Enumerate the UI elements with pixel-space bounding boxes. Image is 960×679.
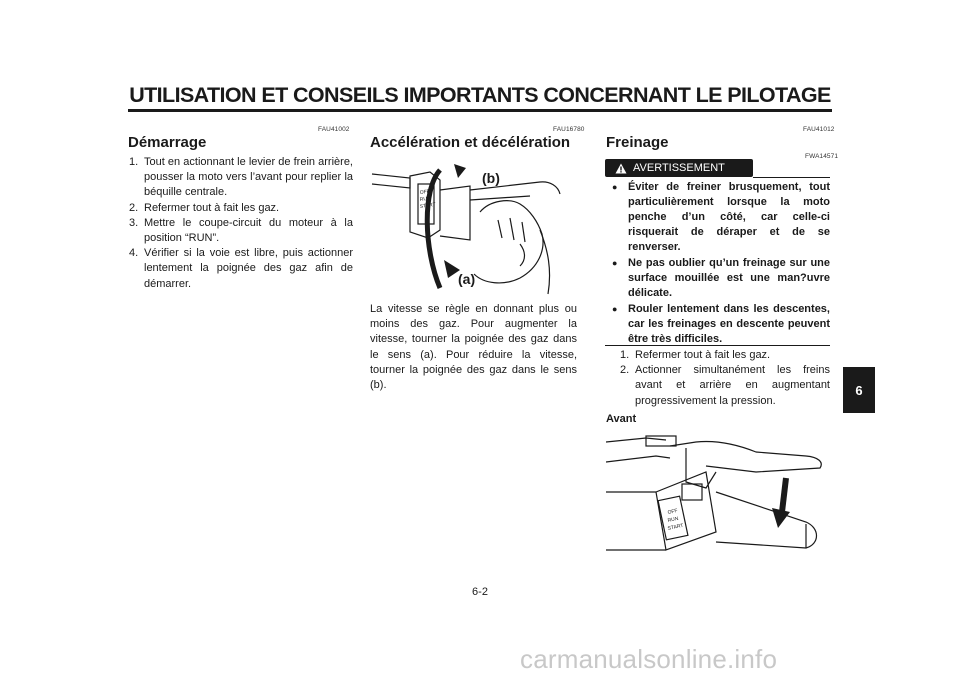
section-code-demarrage: FAU41002: [318, 126, 350, 133]
watermark: carmanualsonline.info: [520, 644, 778, 674]
step-item: 1. Tout en actionnant le levier de frein arrière, pousser la moto vers l’avant pour replier la béquille centrale.: [129, 156, 353, 199]
header-rule: [128, 109, 832, 112]
page-number: 6-2: [472, 586, 488, 598]
warning-label: AVERTISSEMENT: [633, 162, 725, 174]
figure-label-b: (b): [482, 170, 500, 186]
step-item: 3. Mettre le coupe-circuit du moteur à la position “RUN”.: [129, 216, 353, 245]
warning-bullets: [612, 180, 830, 348]
switch-label-off: OFF: [419, 188, 431, 196]
section-title-demarrage: Démarrage: [128, 134, 207, 151]
step-item: 2. Refermer tout à fait les gaz.: [129, 201, 280, 214]
step-item: 1. Refermer tout à fait les gaz.: [620, 349, 771, 361]
switch-label-run: RUN: [419, 195, 432, 203]
warning-bottom-rule: [605, 345, 830, 346]
demarrage-steps: [129, 155, 353, 292]
warning-bullet-item: ● Ne pas oublier qu’un freinage sur une surface mouillée est une man?uvre délicate.: [612, 257, 830, 299]
section-tab: 6: [843, 367, 875, 413]
step-item: 2. Actionner simultanément les freins avant et arrière en augmentant progressivement la pression.: [620, 364, 830, 407]
warning-bullet-item: ● Rouler lentement dans les descentes, car les freinages en descente peuvent être très difficiles.: [612, 303, 830, 345]
freinage-steps: [620, 348, 830, 409]
acceleration-paragraph: La vitesse se règle en donnant plus ou moins des gaz. Pour augmenter la vitesse, tourner la poignée des gaz dans le sens (a). Pour réduire la vitesse, tourner la poignée des gaz dans le sens (b).: [370, 303, 577, 392]
switch-label-start: START: [667, 522, 685, 532]
warning-bullet-item: ● Éviter de freiner brusquement, tout particulièrement lorsque la moto penche d’un côté, car celle-ci risquerait de déraper et de se renverser.: [612, 181, 830, 253]
switch-label-start: START: [419, 201, 437, 210]
page-header: UTILISATION ET CONSEILS IMPORTANTS CONCERNANT LE PILOTAGE: [129, 83, 831, 107]
switch-label-off: OFF: [667, 508, 679, 516]
switch-label-run: RUN: [667, 515, 680, 524]
figure-label-a: (a): [458, 271, 476, 287]
step-item: 4. Vérifier si la voie est libre, puis actionner lentement la poignée des gaz afin de démarrer.: [129, 247, 353, 290]
warning-triangle-icon: [615, 163, 627, 174]
section-code-acceleration: FAU16780: [553, 126, 585, 133]
throttle-illustration: [370, 160, 580, 300]
warning-badge: [605, 159, 753, 177]
front-brake-illustration: [606, 432, 832, 558]
warning-code: FWA14571: [805, 153, 839, 160]
section-code-freinage: FAU41012: [803, 126, 835, 133]
section-title-acceleration: Accélération et décélération: [370, 134, 571, 151]
figure-caption-avant: Avant: [606, 413, 637, 425]
section-title-freinage: Freinage: [606, 134, 669, 151]
warning-top-rule: [753, 177, 830, 178]
